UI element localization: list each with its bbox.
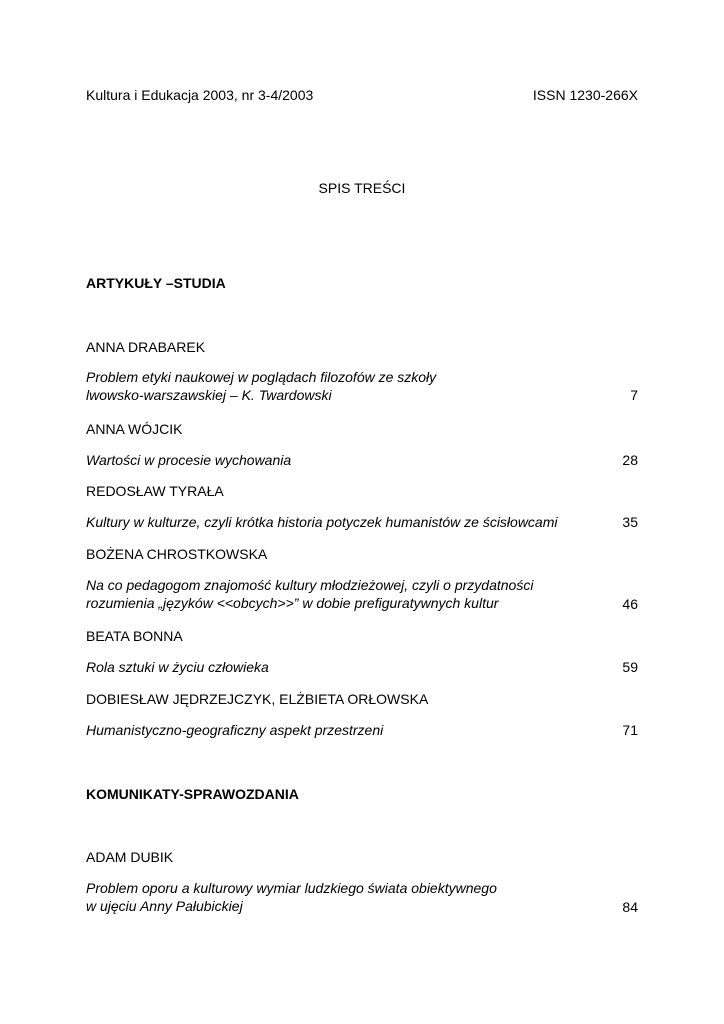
entry-page: 71 xyxy=(622,722,638,738)
entry-author: ANNA WÓJCIK xyxy=(86,421,183,437)
entry-page: 84 xyxy=(622,899,638,915)
entry-author: DOBIESŁAW JĘDRZEJCZYK, ELŻBIETA ORŁOWSKA xyxy=(86,691,429,707)
entry-author: ADAM DUBIK xyxy=(86,849,174,865)
entry-title xyxy=(86,879,497,915)
section-heading-articles: ARTYKUŁY –STUDIA xyxy=(86,275,226,291)
entry-title: Rola sztuki w życiu człowieka xyxy=(86,659,269,675)
entry-title-line: lwowsko-warszawskiej – K. Twardowski xyxy=(86,387,332,403)
entry-page: 28 xyxy=(622,452,638,468)
entry-author: BOŻENA CHROSTKOWSKA xyxy=(86,546,268,562)
entry-title: Humanistyczno-geograficzny aspekt przestrzeni xyxy=(86,722,384,738)
entry-page: 59 xyxy=(622,659,638,675)
entry-title-line: rozumienia „języków <<obcych>>” w dobie prefiguratywnych kultur xyxy=(86,595,499,611)
entry-title xyxy=(86,368,436,404)
entry-author: ANNA DRABAREK xyxy=(86,339,206,355)
entry-author: BEATA BONNA xyxy=(86,628,183,644)
entry-page: 46 xyxy=(622,596,638,612)
entry-page: 35 xyxy=(622,514,638,530)
entry-page: 7 xyxy=(630,387,638,403)
entry-title-line: w ujęciu Anny Pałubickiej xyxy=(86,898,243,914)
section-heading-reports: KOMUNIKATY-SPRAWOZDANIA xyxy=(86,786,299,802)
entry-title: Wartości w procesie wychowania xyxy=(86,452,292,468)
entry-title: Kultury w kulturze, czyli krótka historia potyczek humanistów ze ścisłowcami xyxy=(86,514,558,530)
entry-title-line: Problem etyki naukowej w poglądach filozofów ze szkoły xyxy=(86,369,437,385)
journal-info: Kultura i Edukacja 2003, nr 3-4/2003 xyxy=(86,87,314,103)
entry-title-line: Na co pedagogom znajomość kultury młodzieżowej, czyli o przydatności xyxy=(86,577,534,593)
issn: ISSN 1230-266X xyxy=(532,87,638,103)
entry-title xyxy=(86,576,533,612)
toc-title: SPIS TREŚCI xyxy=(318,180,406,196)
entry-title-line: Problem oporu a kulturowy wymiar ludzkiego świata obiektywnego xyxy=(86,880,497,896)
entry-author: REDOSŁAW TYRAŁA xyxy=(86,483,224,499)
